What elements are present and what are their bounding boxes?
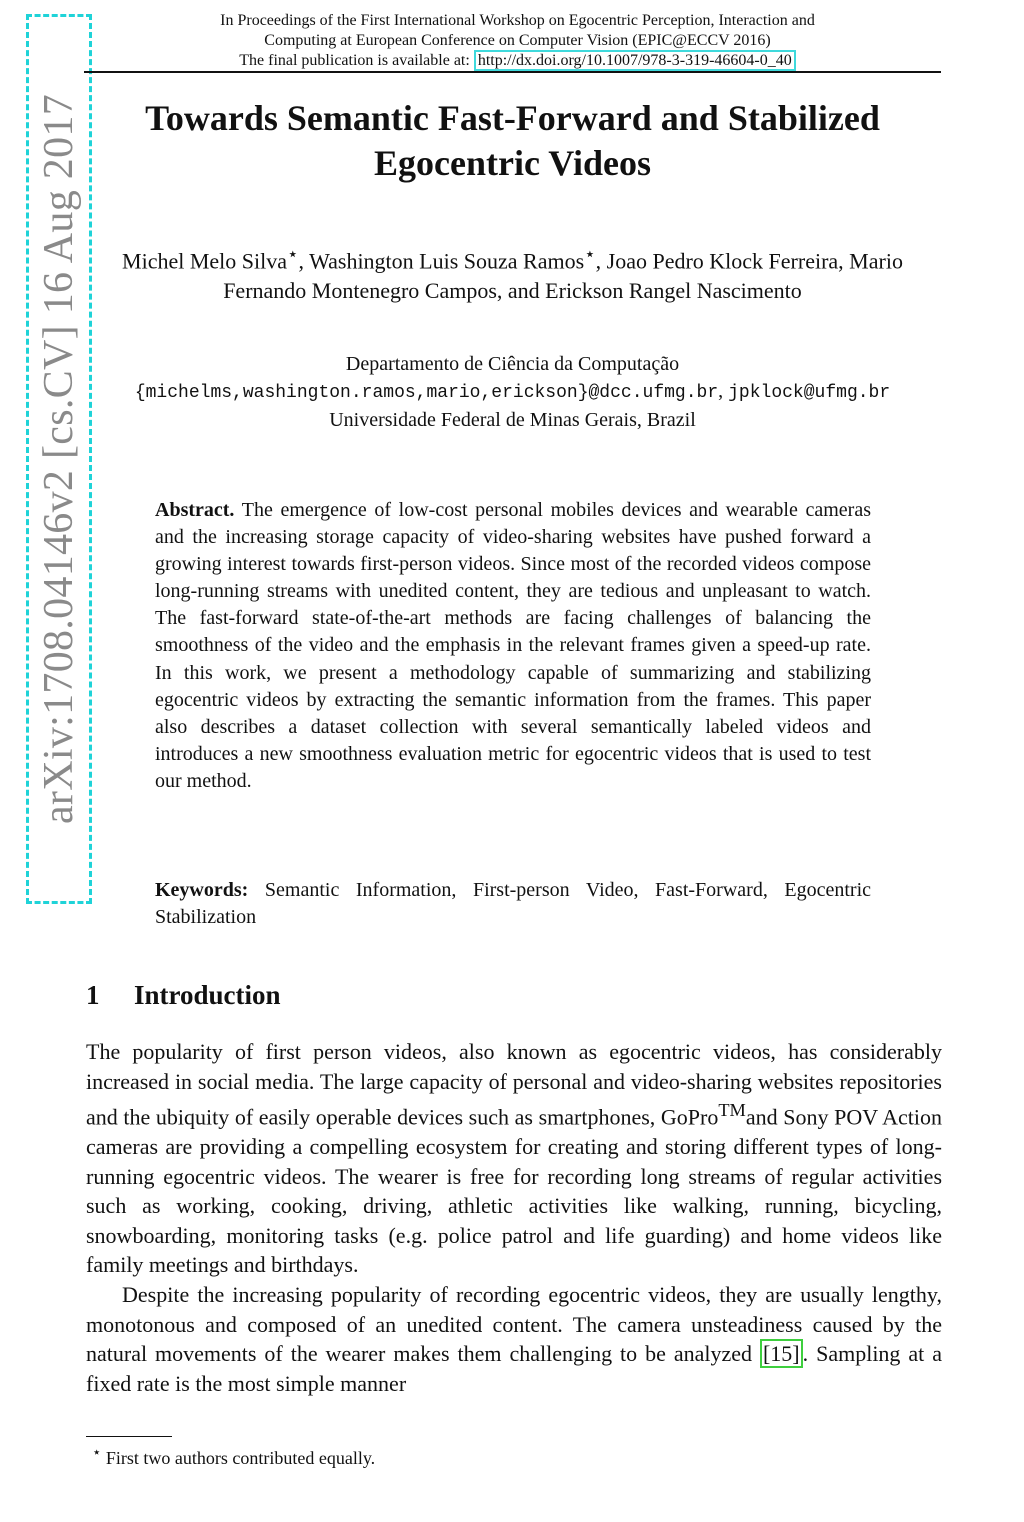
authors-rest: Joao Pedro Klock Ferreira, Mario Fernando Montenegro Campos, and Erickson Rangel Nascimento	[223, 248, 903, 304]
section-heading	[86, 978, 281, 1012]
proceedings-header	[100, 11, 935, 71]
abstract-label: Abstract.	[155, 499, 235, 521]
footnote-rule	[86, 1436, 172, 1437]
header-line-2: Computing at European Conference on Computer Vision (EPIC@ECCV 2016)	[264, 32, 771, 49]
intro-p2-text-cont: . Sampling at a fixed rate is the most simple manner	[86, 1341, 942, 1396]
intro-paragraph-2	[86, 1280, 942, 1398]
university: Universidade Federal de Minas Gerais, Brazil	[329, 409, 696, 431]
intro-p1-text: The popularity of first person videos, also known as egocentric videos, has considerably increased in social media. The large capacity of personal and video-sharing websites repositories and the ubiquity of easily operable devices such as smartphones, GoPro	[86, 1039, 942, 1130]
author-2: Washington Luis Souza Ramos	[309, 248, 585, 274]
equal-contribution-mark: ⋆	[584, 244, 596, 264]
doi-link[interactable]: http://dx.doi.org/10.1007/978-3-319-46604-0_40	[474, 50, 796, 71]
title-line-1: Towards Semantic Fast-Forward and Stabilized	[145, 98, 880, 138]
author-1: Michel Melo Silva	[122, 248, 288, 274]
intro-p1-text-cont: and Sony POV Action cameras are providing a compelling ecosystem for creating and storing different types of long-running egocentric videos. The wearer is free for recording long streams of regular activities such as working, cooking, driving, athletic activities like walking, running, bicycling, snowboarding, monitoring tasks (e.g. police patrol and life guarding) and home videos like family meetings and birthdays.	[86, 1104, 943, 1278]
title-line-2: Egocentric Videos	[374, 143, 651, 183]
trademark-mark: TM	[718, 1100, 746, 1121]
footnote-text: First two authors contributed equally.	[105, 1448, 376, 1468]
header-line-3	[100, 51, 935, 71]
affiliation	[90, 351, 935, 434]
header-rule	[84, 71, 941, 73]
keywords	[155, 877, 871, 931]
intro-p2-text: Despite the increasing popularity of recording egocentric videos, they are usually lengthy, monotonous and composed of an unedited content. The camera unsteadiness caused by the natural movements of the wearer makes them challenging to be analyzed	[86, 1282, 942, 1367]
abstract-text: The emergence of low-cost personal mobiles devices and wearable cameras and the increasing storage capacity of video-sharing websites have pushed forward a growing interest towards first-person videos. Since most of the recorded videos compose long-running streams with unedited content, they are tedious and unpleasant to watch. The fast-forward state-of-the-art methods are facing challenges of balancing the smoothness of the video and the emphasis in the relevant frames given a speed-up rate. In this work, we present a methodology capable of summarizing and stabilizing egocentric videos by extracting the semantic information from the frames. This paper also describes a dataset collection with several semantically labeled videos and introduces a new smoothness evaluation metric for egocentric videos that is used to test our method.	[155, 499, 872, 792]
email-group: {michelms,washington.ramos,mario,erickson}@dcc.ufmg.br	[134, 383, 719, 403]
department: Departamento de Ciência da Computação	[345, 353, 680, 375]
header-availability-label: The final publication is available at:	[239, 52, 470, 69]
paper-title	[90, 96, 935, 186]
section-number: 1	[86, 980, 100, 1010]
intro-paragraph-1	[86, 1037, 942, 1280]
header-line-1: In Proceedings of the First International Workshop on Egocentric Perception, Interaction and	[220, 12, 815, 29]
email-line: {michelms,washington.ramos,mario,erickson}@dcc.ufmg.br, jpklock@ufmg.br	[134, 380, 891, 403]
section-title: Introduction	[134, 980, 281, 1010]
abstract	[155, 497, 871, 795]
keywords-label: Keywords:	[155, 879, 249, 901]
introduction-body	[86, 1037, 942, 1398]
arxiv-stamp[interactable]: arXiv:1708.04146v2 [cs.CV] 16 Aug 2017	[36, 93, 82, 825]
author-list: Michel Melo Silva⋆, Washington Luis Souza Ramos⋆, Joao Pedro Klock Ferreira, Mario Fernando Montenegro Campos, and Erickson Rangel Nascimento	[122, 244, 903, 304]
footnote	[92, 1440, 932, 1471]
equal-contribution-mark: ⋆	[287, 244, 299, 264]
email-single: jpklock@ufmg.br	[728, 383, 891, 403]
keywords-text: Semantic Information, First-person Video, Fast-Forward, Egocentric Stabilization	[155, 879, 872, 928]
footnote-mark: ⋆	[92, 1445, 102, 1461]
citation-link[interactable]: [15]	[760, 1339, 803, 1368]
